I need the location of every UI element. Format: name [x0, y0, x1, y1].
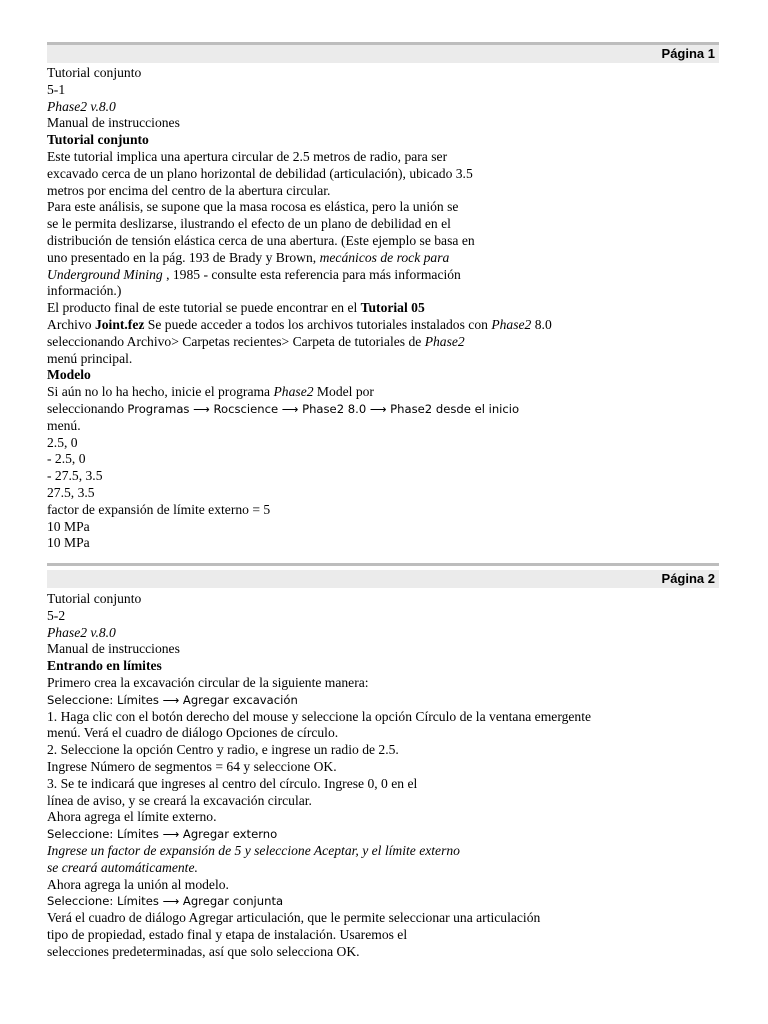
text-line: 1. Haga clic con el botón derecho del mouse y seleccione la opción Círculo de la ventana emergente — [47, 708, 592, 724]
text-line — [47, 300, 727, 317]
text-line: 3. Se te indicará que ingreses al centro del círculo. Ingrese 0, 0 en el — [47, 775, 418, 791]
text-line: línea de aviso, y se creará la excavación circular. — [47, 792, 312, 808]
software-version: Phase2 v.8.0 — [47, 98, 116, 114]
text-line: Ahora agrega el límite externo. — [47, 809, 217, 825]
value-line: 10 MPa — [47, 535, 90, 551]
value-line: 10 MPa — [47, 518, 90, 534]
text-line: Primero crea la excavación circular de la siguiente manera: — [47, 674, 369, 690]
text-segment: seleccionando Archivo> Carpetas recientes> Carpeta de tutoriales de — [47, 333, 425, 349]
book-title: mecánicos de rock para — [319, 249, 450, 265]
menu-instruction: Seleccione: Límites ⟶ Agregar conjunta — [47, 894, 284, 909]
menu-path: Programas ⟶ Rocscience ⟶ Phase2 8.0 ⟶ Phase2 desde el inicio — [127, 401, 520, 416]
page-1-body — [47, 65, 727, 552]
page-1-header — [47, 45, 719, 63]
text-line: se creará automáticamente. — [47, 859, 198, 875]
page-number: 5-1 — [47, 81, 66, 97]
text-segment: 8.0 — [531, 316, 552, 332]
text-line — [47, 384, 727, 401]
text-segment: Archivo — [47, 316, 95, 332]
text-line: Ingrese Número de segmentos = 64 y seleccione OK. — [47, 758, 337, 774]
manual-title: Manual de instrucciones — [47, 641, 180, 657]
text-line: menú principal. — [47, 350, 133, 366]
text-segment: seleccionando — [47, 400, 128, 416]
page-number: 5-2 — [47, 607, 66, 623]
text-line — [47, 317, 727, 334]
software-name: Phase2 — [491, 316, 532, 332]
text-line — [47, 401, 727, 418]
text-segment: Se puede acceder a todos los archivos tutoriales instalados con — [144, 316, 492, 332]
tutorial-name: Tutorial 05 — [360, 300, 425, 316]
text-segment: Model por — [313, 384, 374, 400]
text-segment: El producto final de este tutorial se puede encontrar en el — [47, 300, 361, 316]
text-line: Ahora agrega la unión al modelo. — [47, 876, 229, 892]
manual-title: Manual de instrucciones — [47, 115, 180, 131]
coordinate-line: 2.5, 0 — [47, 434, 78, 450]
menu-instruction: Seleccione: Límites ⟶ Agregar externo — [47, 827, 278, 842]
page-2-body — [47, 591, 727, 961]
coordinate-line: 27.5, 3.5 — [47, 484, 95, 500]
coordinate-line: - 2.5, 0 — [47, 451, 86, 467]
text-line: menú. Verá el cuadro de diálogo Opciones de círculo. — [47, 725, 339, 741]
text-line: menú. — [47, 417, 81, 433]
section-heading: Modelo — [47, 367, 91, 383]
text-line — [47, 334, 727, 351]
running-title: Tutorial conjunto — [47, 591, 142, 606]
text-line: Este tutorial implica una apertura circular de 2.5 metros de radio, para ser — [47, 148, 448, 164]
page-1-label: Página 1 — [661, 46, 715, 61]
text-segment: , 1985 - consulte esta referencia para más información — [162, 266, 461, 282]
text-line: distribución de tensión elástica cerca de una abertura. (Este ejemplo se basa en — [47, 232, 475, 248]
text-line: se le permita deslizarse, ilustrando el efecto de un plano de debilidad en el — [47, 216, 451, 232]
text-segment: Si aún no lo ha hecho, inicie el programa — [47, 384, 274, 400]
software-version: Phase2 v.8.0 — [47, 624, 116, 640]
text-line: tipo de propiedad, estado final y etapa de instalación. Usaremos el — [47, 926, 408, 942]
text-line: información.) — [47, 283, 122, 299]
text-line: metros por encima del centro de la abertura circular. — [47, 182, 331, 198]
software-name: Phase2 — [424, 333, 465, 349]
software-name: Phase2 — [273, 384, 314, 400]
menu-instruction: Seleccione: Límites ⟶ Agregar excavación — [47, 692, 298, 707]
running-title: Tutorial conjunto — [47, 65, 142, 80]
text-line — [47, 267, 727, 284]
text-line: Ingrese un factor de expansión de 5 y seleccione Aceptar, y el límite externo — [47, 842, 460, 858]
text-line — [47, 250, 727, 267]
text-line: Para este análisis, se supone que la masa rocosa es elástica, pero la unión se — [47, 199, 459, 215]
page-2-label: Página 2 — [661, 571, 715, 586]
page-2-separator — [47, 563, 719, 566]
text-segment: uno presentado en la pág. 193 de Brady y Brown, — [47, 249, 320, 265]
section-heading: Tutorial conjunto — [47, 132, 149, 148]
page-2-header — [47, 570, 719, 588]
text-line: excavado cerca de un plano horizontal de debilidad (articulación), ubicado 3.5 — [47, 165, 473, 181]
book-title: Underground Mining — [47, 266, 163, 282]
text-line: factor de expansión de límite externo = 5 — [47, 501, 271, 517]
file-name: Joint.fez — [94, 316, 145, 332]
text-line: selecciones predeterminadas, así que solo selecciona OK. — [47, 943, 360, 959]
coordinate-line: - 27.5, 3.5 — [47, 468, 103, 484]
text-line: 2. Seleccione la opción Centro y radio, e ingrese un radio de 2.5. — [47, 742, 399, 758]
text-line: Verá el cuadro de diálogo Agregar articulación, que le permite seleccionar una articulación — [47, 910, 541, 926]
section-heading: Entrando en límites — [47, 658, 162, 674]
